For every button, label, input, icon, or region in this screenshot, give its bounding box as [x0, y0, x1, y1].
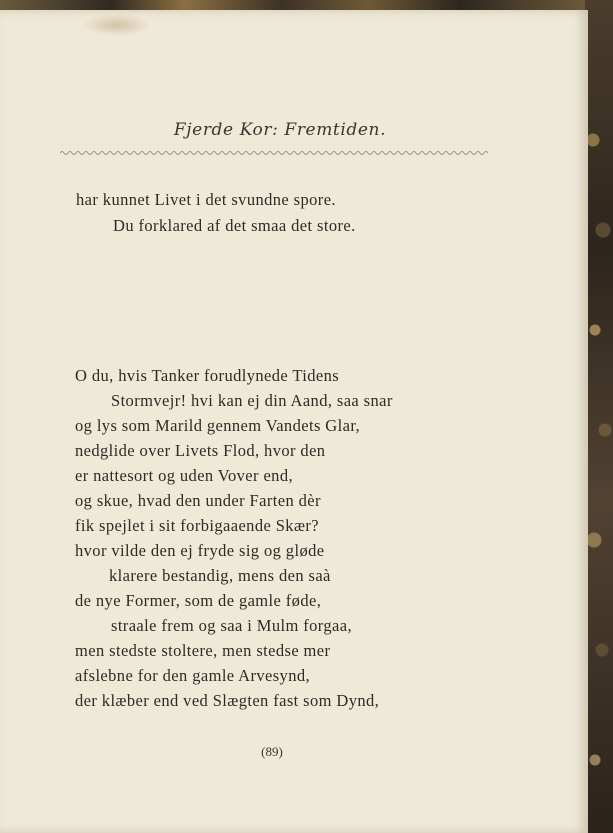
verse-line: men stedste stoltere, men stedse mer: [75, 641, 331, 660]
verse-line: hvor vilde den ej fryde sig og gløde: [75, 541, 325, 560]
verse-line: og lys som Marild gennem Vandets Glar,: [75, 416, 361, 435]
decorative-rule: [60, 150, 490, 156]
verse-line: har kunnet Livet i det svundne spore.: [76, 190, 336, 209]
book-binding-edge: [585, 0, 613, 833]
verse-line: afslebne for den gamle Arvesynd,: [75, 666, 311, 685]
verse-line: straale frem og saa i Mulm forgaa,: [111, 616, 353, 635]
paper-stain: [82, 14, 152, 36]
verse-line: klarere bestandig, mens den saà: [109, 566, 331, 585]
running-header: Fjerde Kor: Fremtiden.: [173, 120, 387, 140]
verse-line: de nye Former, som de gamle føde,: [75, 591, 322, 610]
verse-line: Stormvejr! hvi kan ej din Aand, saa snar: [111, 391, 393, 410]
verse-line: fik spejlet i sit forbigaaende Skær?: [75, 516, 319, 535]
verse-line: er nattesort og uden Vover end,: [75, 466, 293, 485]
verse-line: Du forklared af det smaa det store.: [113, 216, 356, 235]
verse-line: nedglide over Livets Flod, hvor den: [75, 441, 326, 460]
book-page: [0, 10, 588, 833]
verse-line: og skue, hvad den under Farten dèr: [75, 491, 321, 510]
verse-line: O du, hvis Tanker forudlynede Tidens: [75, 366, 340, 385]
verse-line: der klæber end ved Slægten fast som Dynd,: [75, 691, 380, 710]
page-number: (89): [261, 744, 283, 759]
